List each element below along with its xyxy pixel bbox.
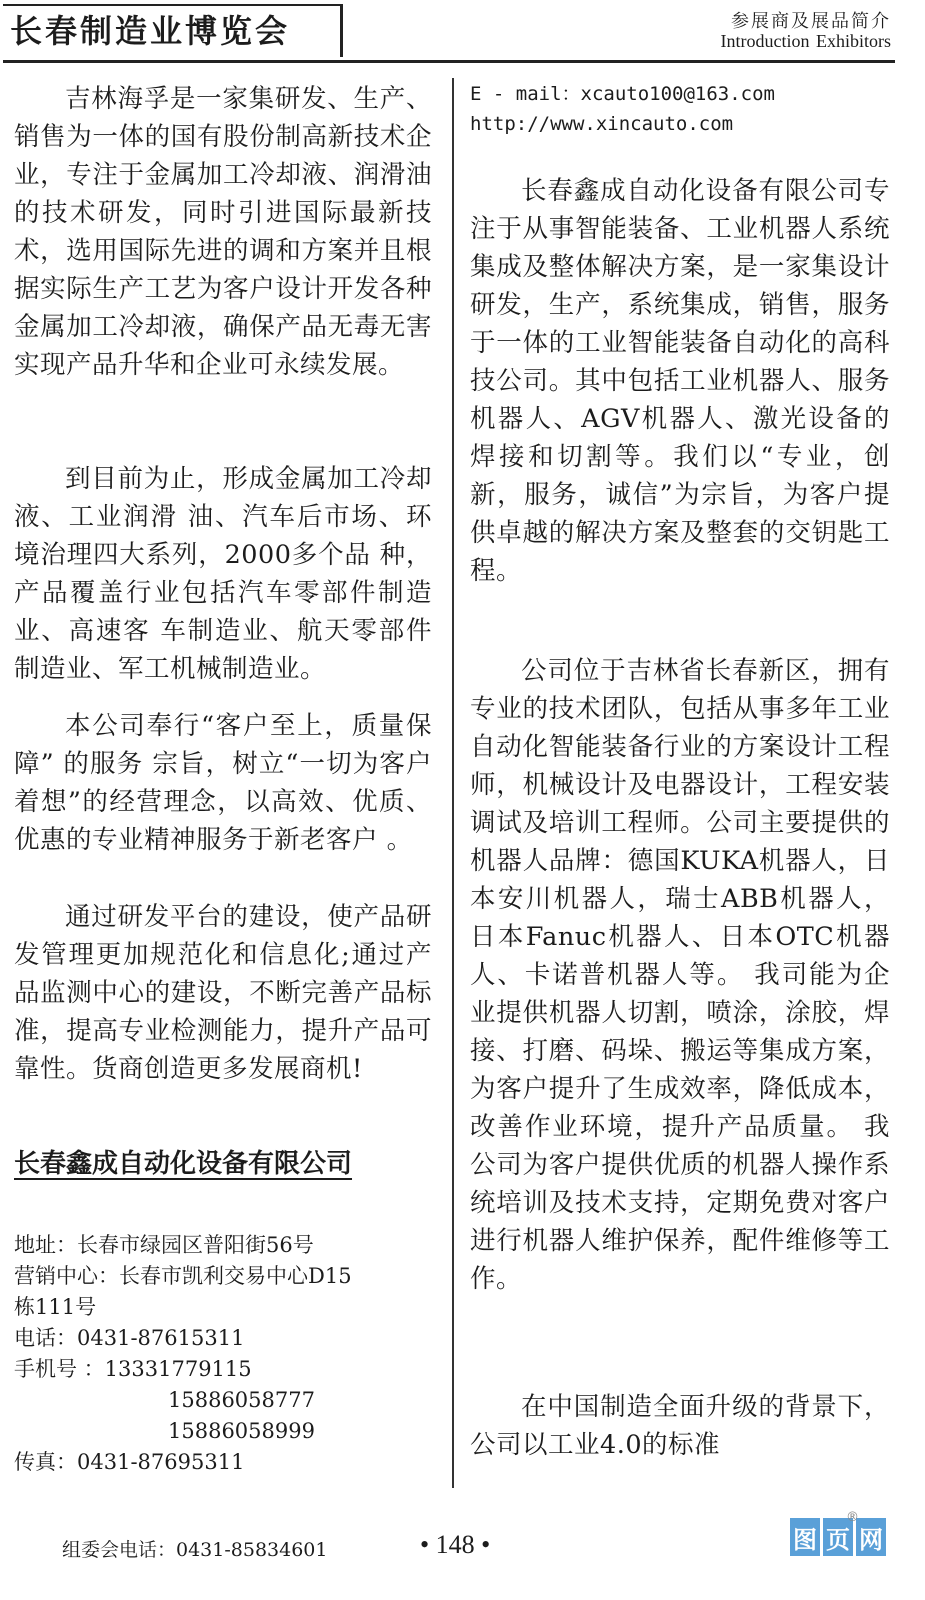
marketing-center: 营销中心：长春市凯利交易中心D15 bbox=[14, 1264, 352, 1288]
website: http://www.xincauto.com bbox=[470, 113, 734, 135]
committee-phone: 组委会电话：0431-85834601 bbox=[62, 1539, 328, 1561]
address: 地址：长春市绿园区普阳街56号 bbox=[14, 1233, 314, 1257]
left-paragraph-2: 到目前为止，形成金属加工冷却液、工业润滑 油、汽车后市场、环境治理四大系列，2000多个品 种，产品覆盖行业包括汽车零部件制造业、高速客 车制造业、航天零部件制造业、军工机械制造业。 bbox=[14, 464, 432, 684]
expo-title: 长春制造业博览会 bbox=[10, 12, 291, 50]
phone: 电话：0431-87615311 bbox=[14, 1326, 245, 1350]
header-rule bbox=[3, 60, 895, 63]
left-paragraph-3: 本公司奉行“客户至上，质量保障” 的服务 宗旨，树立“一切为客户着想”的经营理念，以高效、优质、优惠的专业精神服务于新老客户 。 bbox=[14, 711, 432, 855]
page-number: • 148 • bbox=[420, 1530, 491, 1559]
right-paragraph-1: 长春鑫成自动化设备有限公司专注于从事智能装备、工业机器人系统集成及整体解决方案，是一家集设计研发，生产，系统集成，销售，服务于一体的工业智能装备自动化的高科技公司。其中包括工业机器人、服务机器人、AGV机器人、激光设备的焊接和切割等。我们以“专业，创新，服务，诚信”为宗旨，为客户提供卓越的解决方案及整套的交钥匙工程。 bbox=[470, 176, 890, 586]
fax: 传真：0431-87695311 bbox=[14, 1450, 245, 1474]
left-paragraph-4: 通过研发平台的建设，使产品研发管理更加规范化和信息化;通过产品监测中心的建设，不断完善产品标准，提高专业检测能力，提升产品可靠性。货商创造更多发展商机! bbox=[14, 902, 432, 1084]
right-paragraph-3: 在中国制造全面升级的背景下，公司以工业4.0的标准 bbox=[470, 1392, 890, 1460]
marketing-center-cont: 栋111号 bbox=[14, 1295, 97, 1319]
right-paragraph-2: 公司位于吉林省长春新区，拥有专业的技术团队，包括从事多年工业自动化智能装备行业的方案设计工程师，机械设计及电器设计，工程安装调试及培训工程师。公司主要提供的机器人品牌：德国KUKA机器人，日本安川机器人，瑞士ABB机器人，日本Fanuc机器人、日本OTC机器人、卡诺普机器人等。 我司能为企业提供机器人切割，喷涂，涂胶，焊接、打磨、码垛、搬运等集成方案，为客户提升了生成效率，降低成本，改善作业环境，提升产品质量。 我公司为客户提供优质的机器人操作系统培训及技术支持，定期免费对客户进行机器人维护保养，配件维修等工作。 bbox=[470, 656, 890, 1294]
watermark-char-3: 网 bbox=[856, 1518, 886, 1556]
column-divider bbox=[452, 78, 454, 1488]
watermark-logo bbox=[790, 1512, 888, 1558]
email: E - mail：xcauto100@163.com bbox=[470, 83, 775, 105]
mobile-2: 15886058777 bbox=[168, 1388, 315, 1412]
left-paragraph-1: 吉林海孚是一家集研发、生产、销售为一体的国有股份制高新技术企业，专注于金属加工冷却液、润滑油的技术研发，同时引进国际最新技术，选用国际先进的调和方案并且根据实际生产工艺为客户设计开发各种金属加工冷却液，确保产品无毒无害实现产品升华和企业可永续发展。 bbox=[14, 84, 432, 380]
company-heading: 长春鑫成自动化设备有限公司 bbox=[14, 1149, 353, 1179]
watermark-char-1: 图 bbox=[790, 1518, 820, 1556]
section-title-en: Introduction Exhibitors bbox=[720, 31, 891, 51]
watermark-char-2: 页 bbox=[823, 1518, 853, 1556]
section-title-cn: 参展商及展品简介 bbox=[731, 11, 891, 32]
mobile-3: 15886058999 bbox=[168, 1419, 315, 1443]
mobile: 手机号 ：13331779115 bbox=[14, 1357, 252, 1381]
registered-icon: ® bbox=[846, 1510, 859, 1525]
